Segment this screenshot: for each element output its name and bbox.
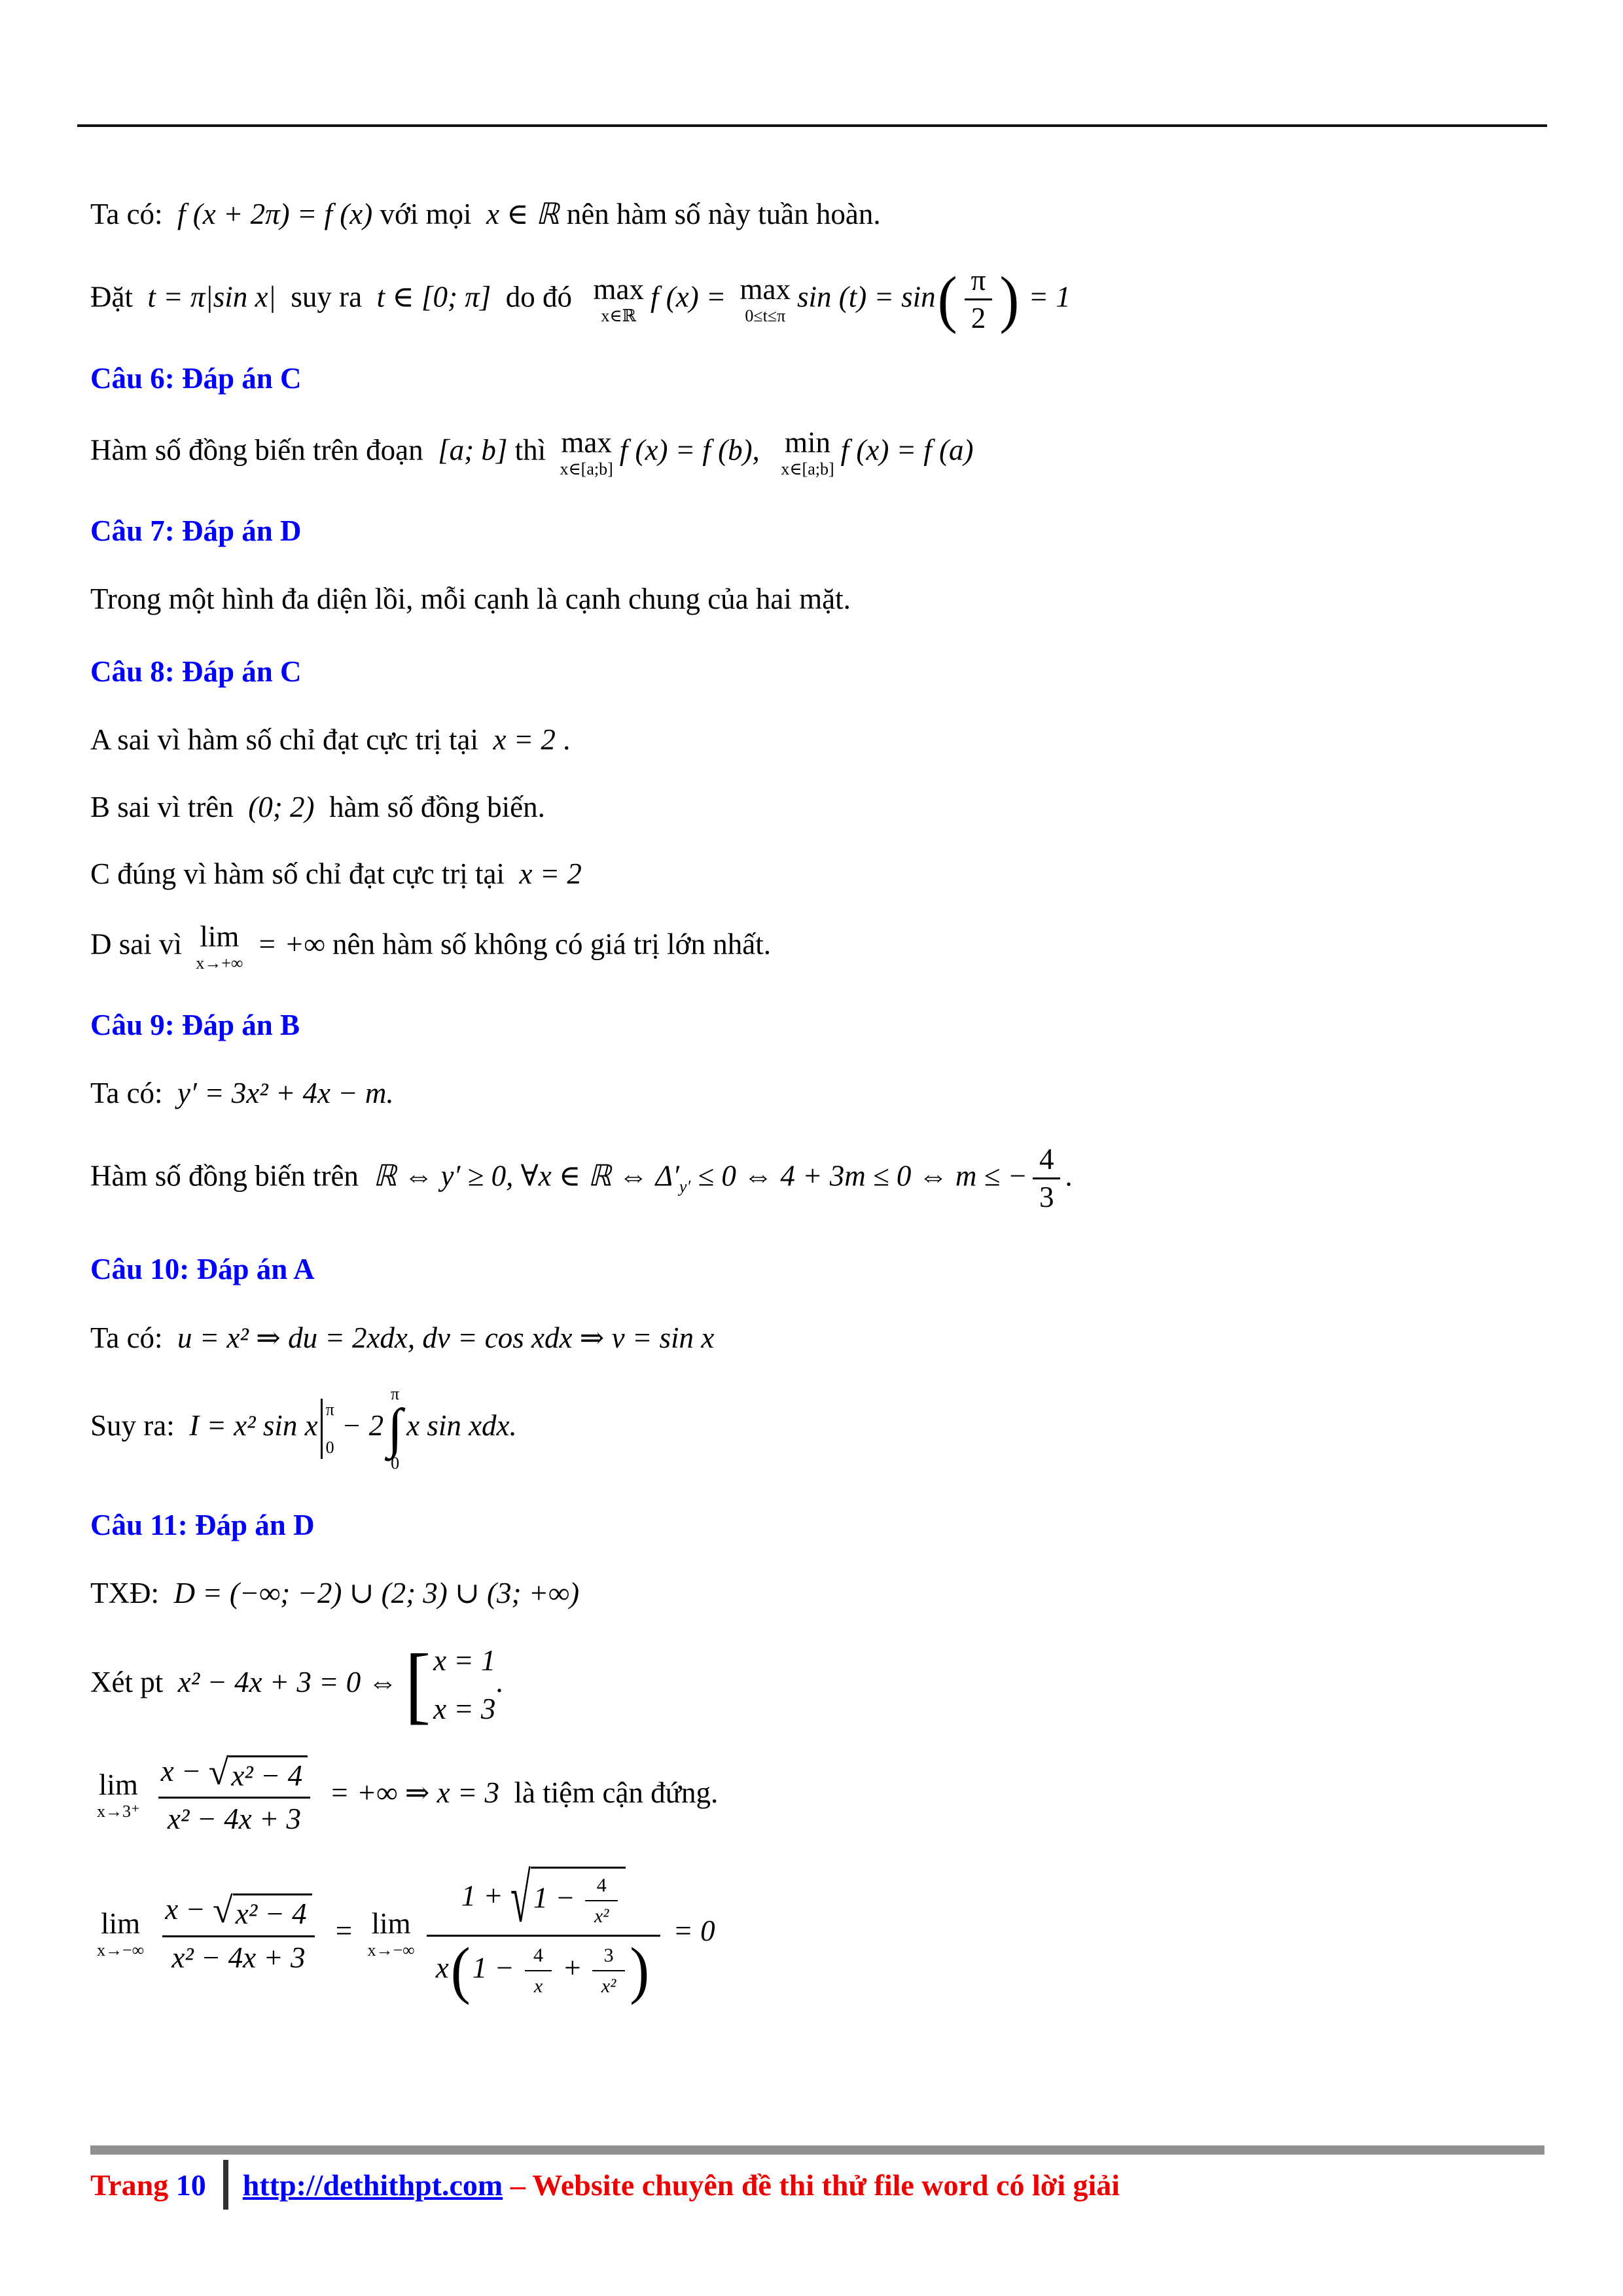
operator-subscript: x→−∞ [97, 1940, 145, 1960]
evaluation-bar [321, 1399, 334, 1459]
radicand: x² − 4 [228, 1755, 308, 1793]
denominator: x² [592, 1970, 625, 2001]
text-run: C đúng vì hàm số chỉ đạt cực trị tại [90, 857, 520, 890]
numerator: 3 [603, 1945, 614, 1967]
cases-rows [433, 1641, 495, 1729]
max-operator [593, 272, 644, 325]
math-run: ≤ 0 ⇔ 4 + 3m ≤ 0 ⇔ m ≤ − [690, 1159, 1027, 1193]
radicand: x² − 4 [233, 1893, 312, 1931]
radical-sign: √ [213, 1890, 233, 1931]
denominator: x [525, 1970, 552, 2001]
math-run: u = x² ⇒ du = 2xdx, dv = cos xdx ⇒ v = sin x [177, 1321, 715, 1354]
radical-sign: √ [208, 1751, 229, 1793]
math-run: = 0 [666, 1914, 715, 1947]
lim-operator [97, 1909, 144, 1959]
math-run: + [555, 1951, 590, 1984]
delta-subscript: y′ [679, 1177, 691, 1196]
numerator [452, 1860, 635, 1938]
text-run: Suy ra: [90, 1409, 190, 1443]
lim-operator [368, 1909, 415, 1959]
operator-subscript: x→+∞ [196, 953, 243, 973]
cau10-line-1 [90, 1319, 1544, 1357]
operator-subscript: x→3⁺ [97, 1802, 140, 1821]
integral-upper-limit: π [391, 1384, 400, 1403]
lim-operator [196, 922, 243, 972]
fraction [427, 1860, 661, 2006]
fraction [152, 1751, 317, 1840]
math-run: 1 − [472, 1951, 522, 1984]
footer-separator [223, 2160, 228, 2210]
numerator [152, 1751, 317, 1797]
numerator [156, 1889, 321, 1935]
eval-lower-limit: 0 [325, 1438, 334, 1458]
text-run: nên hàm số này tuần hoàn. [559, 198, 881, 230]
denominator: 2 [965, 298, 993, 337]
denominator: x(1 − $\frac{4}{x}$ + $\frac{3}{\text{x²}}$ ) [427, 1935, 661, 2005]
text-run: Ta có: [90, 1321, 178, 1354]
text-run: Hàm số đồng biến trên đoạn [90, 433, 438, 466]
operator-label: lim [101, 1907, 141, 1940]
math-run: (0; 2) [248, 790, 315, 823]
footer-text [243, 2168, 1120, 2202]
math-run: D = (−∞; −2) ∪ (2; 3) ∪ (3; +∞) [173, 1577, 580, 1610]
denominator: x² − 4x + 3 [162, 1935, 314, 1979]
text-run: . [495, 1665, 503, 1698]
math-run: x − [165, 1892, 213, 1926]
cases-bracket: [ [404, 1636, 431, 1732]
operator-subscript: x∈[a;b] [560, 459, 613, 478]
min-operator [781, 425, 834, 478]
operator-subscript: x∈[a;b] [781, 459, 834, 478]
math-run: x [435, 1951, 449, 1984]
operator-label: min [784, 425, 830, 459]
text-run: Trong một hình đa diện lồi, mỗi cạnh là cạnh chung của hai mặt. [90, 583, 851, 615]
math-run: = +∞ ⇒ x = 3 [322, 1776, 507, 1809]
math-run: = 1 [1021, 280, 1071, 314]
cau7-line [90, 580, 1544, 619]
math-run: x ∈ ℝ [486, 198, 560, 230]
operator-label: max [593, 272, 644, 306]
text-run: D sai vì [90, 927, 190, 960]
cau8-line-c [90, 855, 1544, 893]
text-run: A sai vì hàm số chỉ đạt cực trị tại [90, 723, 493, 756]
numerator: 4 [533, 1945, 544, 1967]
text-run: TXĐ: [90, 1577, 174, 1610]
integral-sign: ∫ [387, 1398, 403, 1459]
math-run: f (x) = f (a) [840, 433, 974, 466]
footer-line [90, 2160, 1544, 2210]
square-root [208, 1751, 308, 1793]
text-run: B sai vì trên [90, 790, 249, 823]
text-run: do đó [491, 280, 587, 314]
text-run: Xét pt [90, 1665, 178, 1698]
case-row: x = 3 [433, 1693, 496, 1726]
text-run: thì [507, 433, 554, 466]
footer-rule [90, 2145, 1544, 2155]
math-run: f (x + 2π) = f (x) [177, 198, 373, 230]
fraction [1033, 1141, 1061, 1217]
heading-cau11: Câu 11: Đáp án D [90, 1508, 315, 1541]
heading-cau7: Câu 7: Đáp án D [90, 514, 302, 547]
intro-line-1 [90, 195, 1544, 234]
text-run: hàm số đồng biến. [314, 790, 545, 823]
operator-label: max [740, 272, 791, 306]
numerator: 4 [596, 1874, 607, 1897]
numerator: π [971, 263, 986, 296]
fraction [585, 1871, 618, 1931]
math-run: x² − 4x + 3 = 0 ⇔ [177, 1665, 405, 1698]
cau11-line-pt [90, 1636, 1544, 1732]
operator-label: lim [200, 920, 240, 953]
math-run: . [1065, 1159, 1073, 1193]
numerator: 4 [1039, 1142, 1054, 1175]
denominator: x² − 4x + 3 [158, 1797, 310, 1840]
footer-link[interactable]: http://dethithpt.com [242, 2168, 503, 2202]
math-run: [a; b] [438, 433, 508, 466]
cau10-line-2 [90, 1386, 1544, 1472]
fraction [965, 262, 993, 338]
heading-cau10: Câu 10: Đáp án A [90, 1253, 315, 1285]
cau8-line-b [90, 788, 1544, 827]
math-run: sin (t) = sin [797, 280, 936, 314]
text-run: là tiệm cận đứng. [507, 1776, 719, 1809]
page-number-value: 10 [175, 2168, 206, 2202]
math-run: f (x) = f (b), [619, 433, 775, 466]
integral-lower-limit: 0 [391, 1453, 400, 1473]
heading-cau6: Câu 6: Đáp án C [90, 362, 302, 395]
math-run: f (x) = [650, 280, 734, 314]
text-run: nên hàm số không có giá trị lớn nhất. [332, 927, 771, 960]
footer [90, 2145, 1544, 2210]
math-run: I = x² sin x [189, 1409, 318, 1443]
cau8-line-d [90, 922, 1544, 972]
cau9-line-2 [90, 1141, 1544, 1217]
radicand [531, 1867, 626, 1931]
max-operator [740, 272, 791, 325]
math-run: ℝ ⇔ y′ ≥ 0, ∀x ∈ ℝ ⇔ Δ′ [373, 1159, 679, 1193]
math-run: = [326, 1914, 361, 1947]
math-run: 1 + [461, 1879, 510, 1912]
max-operator [560, 425, 613, 478]
square-root [510, 1860, 626, 1938]
cau6-line [90, 425, 1544, 478]
cau11-line-lim1 [90, 1751, 1544, 1840]
denominator: x² [585, 1900, 618, 1931]
operator-subscript: x∈ℝ [601, 306, 637, 325]
text-run: suy ra [276, 280, 377, 314]
case-row: x = 1 [433, 1643, 496, 1677]
header-rule [77, 124, 1547, 127]
text-run: với mọi [372, 198, 487, 230]
cau8-line-a [90, 721, 1544, 759]
fraction [592, 1941, 625, 2001]
text-run: Ta có: [90, 198, 178, 230]
radical-sign: √ [510, 1860, 531, 1938]
math-run: t = π|sin x| [147, 280, 276, 314]
page-content [90, 195, 1544, 2027]
operator-label: lim [98, 1768, 138, 1802]
math-run: x = 2 [493, 723, 556, 756]
operator-subscript: 0≤t≤π [745, 306, 786, 325]
lim-operator [97, 1770, 140, 1820]
page-number [90, 2168, 206, 2202]
page-label: Trang [90, 2168, 176, 2202]
heading-cau9: Câu 9: Đáp án B [90, 1008, 300, 1041]
intro-line-2: Đặt t = π|sin x| suy ra t ∈ [0; π] do đó max x∈ℝ f (x) = max 0≤t≤π sin (t) = sin( $\frac{\pi}{2}$ ) = 1 [90, 262, 1544, 338]
text-run: Đặt [90, 280, 148, 314]
text-run: Ta có: [90, 1077, 178, 1109]
text-run: Hàm số đồng biến trên [90, 1159, 374, 1193]
operator-label: lim [371, 1907, 411, 1940]
text-run: . [555, 723, 571, 756]
math-run: t ∈ [0; π] [376, 280, 491, 314]
math-run: x sin xdx. [406, 1409, 517, 1443]
cau9-line-1 [90, 1074, 1544, 1113]
solution-cases [404, 1636, 496, 1732]
math-run: = +∞ [249, 927, 333, 960]
denominator: 3 [1033, 1177, 1061, 1216]
cau11-line-lim2 [90, 1860, 1544, 2006]
operator-subscript: x→−∞ [367, 1940, 415, 1960]
math-run: x = 2 [519, 857, 582, 890]
fraction [524, 1941, 552, 2001]
fraction [156, 1889, 321, 1979]
eval-limits [323, 1399, 334, 1459]
math-run: 1 − [533, 1881, 583, 1914]
math-run: y′ = 3x² + 4x − m. [177, 1077, 394, 1109]
integral [387, 1386, 402, 1472]
heading-cau8: Câu 8: Đáp án C [90, 655, 302, 688]
math-run: x − [160, 1754, 209, 1787]
math-run: − 2 [334, 1409, 384, 1443]
eval-upper-limit: π [325, 1399, 334, 1419]
operator-label: max [561, 425, 612, 459]
footer-tagline: – Website chuyên đề thi thử file word có lời giải [503, 2168, 1120, 2202]
square-root [213, 1890, 312, 1931]
cau11-line-txd [90, 1574, 1544, 1613]
